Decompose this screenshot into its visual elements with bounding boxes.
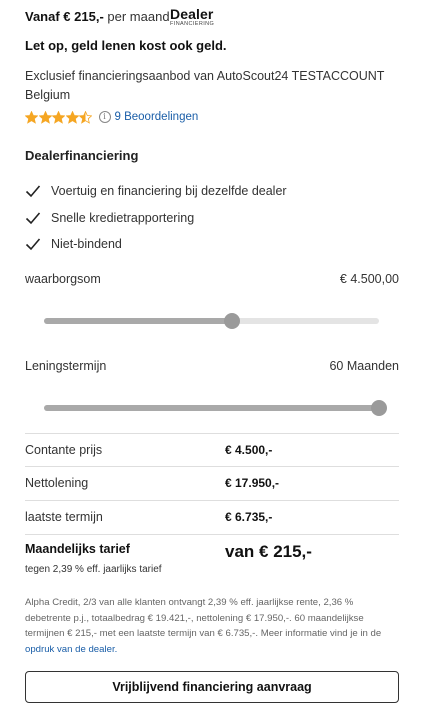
summary-row-value: € 17.950,- bbox=[225, 476, 280, 490]
offer-description: Exclusief financieringsaanbod van AutoScout24 TESTACCOUNT Belgium bbox=[25, 69, 385, 102]
term-slider-thumb[interactable] bbox=[371, 400, 387, 416]
term-label: Leningstermijn bbox=[25, 359, 107, 373]
dealer-imprint-link[interactable]: opdruk van de dealer. bbox=[25, 643, 118, 655]
deposit-value: € 4.500,00 bbox=[339, 272, 399, 286]
summary-row-label: Nettolening bbox=[25, 476, 89, 490]
disclaimer-text: Alpha Credit, 2/3 van alle klanten ontvangt 2,39 % eff. jaarlijkse rente, 2,36 % debetrente p.j., totaalbedrag € 19.421,-, nettolening € 17.950,-. 60 maandelijkse termijnen € 215,- met een laatste termijn van € 6.735,-. Meer informatie vind je in de bbox=[25, 597, 382, 639]
star-rating bbox=[25, 111, 93, 124]
feature-item bbox=[25, 182, 287, 200]
deposit-slider[interactable] bbox=[44, 318, 379, 324]
term-slider[interactable] bbox=[44, 405, 379, 411]
term-value: 60 Maanden bbox=[329, 359, 399, 373]
summary-row-cash-price bbox=[25, 433, 399, 467]
deposit-label: waarborgsom bbox=[25, 272, 101, 286]
monthly-rate-value: van € 215,- bbox=[225, 542, 312, 561]
star-icon bbox=[52, 111, 65, 124]
monthly-rate-subtitle: tegen 2,39 % eff. jaarlijks tarief bbox=[25, 564, 162, 575]
rating-row bbox=[25, 109, 198, 125]
checkmark-icon bbox=[25, 237, 41, 251]
star-icon bbox=[79, 111, 92, 124]
feature-label: Snelle kredietrapportering bbox=[51, 211, 195, 225]
feature-label: Niet-bindend bbox=[51, 237, 122, 251]
loan-warning: Let op, geld lenen kost ook geld. bbox=[25, 38, 227, 53]
star-icon bbox=[25, 111, 38, 124]
summary-row-net-loan bbox=[25, 467, 399, 501]
financing-section-title: Dealerfinanciering bbox=[25, 148, 139, 163]
legal-disclaimer bbox=[25, 595, 399, 657]
summary-row-value: € 6.735,- bbox=[225, 510, 273, 524]
summary-row-label: laatste termijn bbox=[25, 510, 103, 524]
monthly-rate-title: Maandelijks tarief bbox=[25, 542, 130, 556]
checkmark-icon bbox=[25, 184, 41, 198]
deposit-slider-thumb[interactable] bbox=[224, 313, 240, 329]
summary-row-last-term bbox=[25, 501, 399, 535]
price-from-amount: Vanaf € 215,- bbox=[25, 9, 104, 24]
reviews-link[interactable]: 9 Beoordelingen bbox=[114, 111, 199, 123]
dealer-badge-title: Dealer bbox=[170, 6, 214, 22]
price-from-label bbox=[25, 9, 170, 24]
star-icon bbox=[39, 111, 52, 124]
summary-row-value: € 4.500,- bbox=[225, 443, 273, 457]
feature-item bbox=[25, 209, 194, 227]
summary-row-label: Contante prijs bbox=[25, 443, 103, 457]
feature-label: Voertuig en financiering bij dezelfde dealer bbox=[51, 184, 287, 198]
star-icon bbox=[66, 111, 79, 124]
info-icon[interactable]: i bbox=[99, 111, 111, 123]
deposit-slider-fill bbox=[44, 318, 232, 324]
checkmark-icon bbox=[25, 211, 41, 225]
dealer-financing-badge bbox=[170, 7, 214, 28]
dealer-badge-subtitle: FINANCIERING bbox=[170, 21, 215, 27]
feature-item bbox=[25, 235, 122, 253]
price-period: per maand bbox=[107, 9, 170, 24]
term-slider-fill bbox=[44, 405, 379, 411]
financing-request-button[interactable]: Vrijblijvend financiering aanvraag bbox=[25, 671, 399, 703]
